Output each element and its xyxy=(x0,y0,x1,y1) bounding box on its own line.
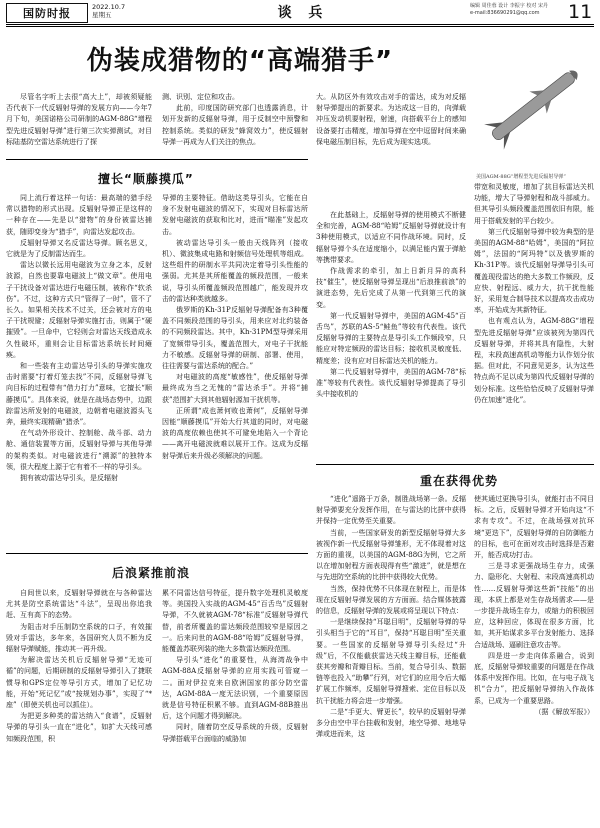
intro-col1 xyxy=(6,92,152,148)
paragraph: 第三代反辐射导弹中较为典型的是美国的AGM-88“哈姆”，美国的“阿拉姆”，法国的“阿玛特”以及俄罗斯的Kh-31P等。该代反辐射导弹导引头可覆盖现役雷达的绝大多数工作频段，反应快、射程远、威力大，抗干扰性能好，采用复合制导技术以提高攻击成功率，开始成为其新特征。 xyxy=(474,227,594,315)
photo-caption: 美国AGM-88G“增程型先进反辐射导弹” xyxy=(476,174,566,180)
header-rule-thin xyxy=(6,26,594,27)
paragraph: 同时，随着防空反导系统的升级，反辐射导弹搭载平台面临的威胁加 xyxy=(162,723,308,743)
email-text: e-mail:836690291@qq.com xyxy=(470,10,540,16)
editor-credits xyxy=(470,3,548,17)
editors-text: 编辑 周佳蓉 设计 李振宇 校对 宋丹 xyxy=(470,3,548,9)
paragraph: 为解决雷达关机后反辐射导弹“无迹可循”的问题，后期研制的反辐射导弹引入了捷联惯导和GPS定位等导引方式，增加了记忆功能，开始“死记忆”或“按规划办事”，实现了“*座”（即使关机也可以抓住）。 xyxy=(6,656,152,710)
paragraph: 在此基础上，反辐射导弹的使用模式不断健全和完善，AGM-88“哈姆”反辐射导弹就设计有3种使用模式，以适应不同作战环境。同时，反辐射导弹个头在适度缩小，以满足能内置于弹舱等携带要求。 xyxy=(316,211,466,264)
paragraph: 带宽和灵敏度，增加了抗目标雷达关机功能，增大了导弹射程和战斗部威力。但其导引头频段覆盖范围依旧有限，能用于搭载发射的平台较少。 xyxy=(474,183,594,225)
section2-col3 xyxy=(316,210,466,460)
paragraph: 为把更多种类的雷达纳入“食谱”，反辐射导弹的导引头一直在“进化”，如扩大天线可感知频段范围，积 xyxy=(6,712,152,743)
divider xyxy=(6,553,308,554)
paragraph: 大。从防区外有效攻击对手的雷达，成为对反辐射导弹提出的新要求。为达成这一目的，向弹载冲压发动机要射程，射速，向搭载平台上的感知设备要打击精度，增加导弹在空中逗留时间来确保电磁压制目标，先后成为现实选项。 xyxy=(316,93,466,146)
divider xyxy=(6,159,308,160)
paragraph: 四是进一步走向体系融合，说到底，反辐射导弹较重要的问题是在作战体系中发挥作用。比如，在与电子战飞机“合力”，把反辐射导弹纳入作战体系，已成为一个重要思路。 xyxy=(474,651,594,705)
source-credit: （据《解放军报》） xyxy=(534,707,594,716)
paragraph: 正所谓“成也萧何败也萧何”，反辐射导弹因能“顺藤摸瓜”开始大行其道的同时，对电磁波的高度依赖也使其不可避免地陷入一个背论——离开电磁波就难以展开工作。这成为反辐射导弹后来升级必须解决的问题。 xyxy=(162,406,308,460)
headline: 伪装成猎物的“高端猎手” xyxy=(86,46,394,76)
paragraph: 和一些装有主动雷达导引头的导弹实施攻击时需要“打着灯笼去找”不同，反辐射导弹飞向目标的过程带有“借力打力”意味，它擅长“顺藤摸瓜”。具体来说，就是在战场态势中，边跟踪雷达所发射的电磁波，边朝着电磁波源头飞奔，最终实现精确“猎杀”。 xyxy=(6,362,152,427)
issue-date xyxy=(92,3,125,19)
paragraph: 当前，一些国家研发的新型反辐射导弹大多被视作新一代反辐射导弹雏形，无不体现着对这方面的重视，以美国的AGM-88G为例，它之所以在增加射程方面表现得有些“激进”，就是想在与先进防空系统的比拼中获得较大优势。 xyxy=(316,528,466,582)
section1-col2 xyxy=(162,193,308,545)
section2-col4 xyxy=(474,182,594,460)
paragraph: 自间世以来，反辐射导弹就在与各种雷达尤其是防空系统雷达“斗法”，呈现出你追我赶、互有高下的态势。 xyxy=(6,589,152,620)
paragraph: 尽管名字听上去很“高大上”，却被须疑能否代表下一代反辐射导弹的发展方向——今年7月下旬，美国诺格公司研制的AGM-88G“增程型先进反辐射导弹”进行第三次实弹测试，对目标陆基防空雷达系统进行了探 xyxy=(6,93,152,146)
paragraph: 导引头“进化”的重要性，从海湾战争中AGM-88A反辐射导弹的应用实践可管窥一二。面对伊拉克来自欧洲国家的部分防空雷达，AGM-88A一度无法识别，一个重要原因就是信号特征积累不够。直到AGM-88B推出后，这个问题才得到解决。 xyxy=(162,656,308,721)
paragraph: 此前，印度国防研究部门也透露消息，计划开发新的反辐射导弹，用于反制空中预警和控制系统。类似的研发“蜂窝效力”，使反辐射导弹一再成为人们关注的焦点。 xyxy=(162,104,308,146)
paragraph: 当然，保持优势不只体现在射程上，而是体现在反辐射导弹发展的方方面面。结合媒体披露的信息，反辐射导弹的发展或将呈现以下特点： xyxy=(316,584,466,616)
subheading-1: 擅长“顺藤摸瓜” xyxy=(98,172,194,186)
subheading-2: 后浪紧推前浪 xyxy=(112,566,191,580)
paragraph: 为阻击对手压制防空系统的口子，有效摧毁对手雷达，多年来，各国研究人员不断为反辐射导弹赋能，推动其一再升级。 xyxy=(6,622,152,654)
paragraph: 一是继续保持“耳聪目明”，反辐射导弹的导引头相当于它的“耳目”，保持“耳聪目明”至关重要。一些国家的反辐射导弹导引头经过“升级”后，不仅能截获雷达天线主瓣目标，还能截获其旁瓣和背瓣目标。当前，复合导引头、数据链等也投入“助攀”行列，对它们的应用令后大幅扩展工作频率，反辐射导弹搜索、定位目标以及抗干扰能力将会进一步增强。 xyxy=(316,618,466,705)
section3-col4 xyxy=(474,494,594,822)
paragraph: 作战需求的牵引，加上日新月异的高科技“催生”，使反辐射导弹呈现出“后浪推前浪”的演进态势，先后完成了从第一代到第三代的演变。 xyxy=(316,267,466,309)
paragraph: 对电磁波的高度“敏感性”，使反辐射导弹最终成为当之无愧的“雷达杀手”。并将“捕获”范围扩大到其他辐射源加干扰机等。 xyxy=(162,373,308,404)
subheading-3: 重在获得优势 xyxy=(420,474,499,488)
section3-col3 xyxy=(316,494,466,822)
paragraph: 二是“手更大、臂更长”，较早的反辐射导弹多分由空中平台挂载和发射，地空导弹、地地导弹或进而来，这 xyxy=(316,707,466,739)
paragraph: “进化”遥路于万条，制胜战场第一条。反辐射导弹要充分发挥作用，在与雷达的比拼中获得并保持一定优势至关重要。 xyxy=(316,495,466,526)
header-rule xyxy=(6,24,594,25)
paragraph: 使其通过更换导引头，就能打击不同目标。之后，反辐射导弹才开始向这“不求有专攻”。不过，在战场强对抗环境“更迭下”，反辐射导弹的自防御能力的目标，也可在面对攻击时选择是否避开，能否成功打击。 xyxy=(474,495,594,560)
paragraph: 第一代反辐射导弹中，美国的AGM-45“百舌鸟”，苏联的AS-5“鲑鱼”等较有代表性。该代反辐射导弹的主要特点是导引头工作频段窄，只能应对特定频段的雷达目标；接收机灵敏度低、精度差；没有应对目标雷达关机的能力。 xyxy=(316,311,466,365)
paragraph: 同上流行着这样一句话：最高端的猎手经常以猎物的形式出现。反辐射导弹正是这样的一种存在——先是以“猎物”的身份被雷达捕获，随即变身为“猎手”，向雷达发起攻击。 xyxy=(6,194,152,236)
paragraph: 俄罗斯的Kh-31P反辐射导弹配备有3种覆盖不同频段范围的导引头，用来应对北约装备的不同频段雷达。其中，Kh-31PM型导弹采用了宽频带导引头，覆盖范围大，对电子干扰能力不敏感。反辐射导弹的研制、部署、使用，往往需要与雷达系统的配合。” xyxy=(162,306,308,371)
date-text: 2022.10.7 xyxy=(92,3,126,11)
paragraph: 也有观点认为，AGM-88G“增程型先进反辐射导弹”应该被列为第四代反辐射导弹，并将其具有隐性，大射程，末段高速高机动等能力认作划分依据。但对此，不同意见更多，认为这些特点尚不足以成为第四代反辐射导弹的划分标准。这些恰恰反映了反辐射导弹仍在加速“进化”。 xyxy=(474,317,594,404)
weekday-text: 星期五 xyxy=(92,11,112,19)
intro-col2 xyxy=(162,92,308,148)
paragraph: 被动雷达导引头一般由天线阵列（接收机）、微波集成电路和射频信号处理机等组成。这些组件的研制水平共同决定着导引头性能的强弱。尤其是其所能覆盖的频段范围，一般来说，导引头所覆盖频段范围越广，能发现并攻击的雷达种类就越多。 xyxy=(162,238,308,303)
paragraph: 测、识别、定位和攻击。 xyxy=(162,93,239,101)
section2-col2 xyxy=(162,588,308,822)
section-title: 谈 兵 xyxy=(277,5,329,21)
newspaper-logo: 国防时报 xyxy=(6,3,88,23)
paragraph: 拥有被动雷达导引头，是反辐射 xyxy=(20,474,118,483)
paragraph: 导弹的主要特征。借助这类导引头，它能在自身不发射电磁波的情况下，实现对目标雷达所发射电磁波的获取和比对，进而“瞄准”发起攻击。 xyxy=(162,194,308,236)
section2-col1 xyxy=(6,588,152,822)
section1-col1 xyxy=(6,193,152,545)
page-number: 11 xyxy=(568,1,593,23)
paragraph: 三是寻求更强战场生存力，成强力、隐形化、大射程、末段高速高机动性……反辐射导弹这些新“技能”的出现，本质上都是对生存战场需求——是一步提升战场生存力，或缩力的积极回应，这种回应，体现在很多方面，比如，其开始谋求多平台发射能力、选择合适战场、逼刷注意攻击等。 xyxy=(474,562,594,649)
masthead xyxy=(0,0,600,24)
missile-photo xyxy=(474,32,594,182)
paragraph: 雷达以微长远用电磁波为立身之本，反射波源，自然也要靠电磁波上“做文章”。使用电子干扰设备对雷达进行电磁压制，被称作“软杀伤”。不过，这种方式只“管得了一时”，管不了长久。如果相关技术不过关，还会被对方的电子干扰规避；反辐射导弹实施打击，则属于“硬摧毁”。一旦命中，它轻则会对雷达天线造成永久性破坏，重则会让目标雷达系统长时间瘫痪。 xyxy=(6,261,152,359)
paragraph: 累不同雷达信号特征，提升数字处理机灵敏度等。美国投入实战的AGM-45“百舌鸟”反辐射导弹，不久就被AGM-78“标准”反辐射导弹代替，前者所覆盖的雷达频段范围较窄是原因之一。后来问世的AGM-88“哈姆”反辐射导弹，能覆盖苏联列装的绝大多数雷达频段范围。 xyxy=(162,589,308,654)
paragraph: 第二代反辐射导弹中，美国的AGM-78“标准”等较有代表性。该代反辐射导弹提高了导引头中接收机的 xyxy=(316,367,466,399)
paragraph: 在气动外形设计、控制舱、战斗部、动力舱、通信装置等方面，反辐射导弹与其他导弹的架构类似。对电磁波进行“溯源”的独特本领，很大程度上源于它有着不一样的导引头。 xyxy=(6,429,152,471)
divider xyxy=(316,464,594,465)
paragraph: 反辐射导弹又名反雷达导弹。顾名思义，它就是为了反制雷达而生。 xyxy=(6,238,152,259)
intro-col3 xyxy=(316,92,466,148)
